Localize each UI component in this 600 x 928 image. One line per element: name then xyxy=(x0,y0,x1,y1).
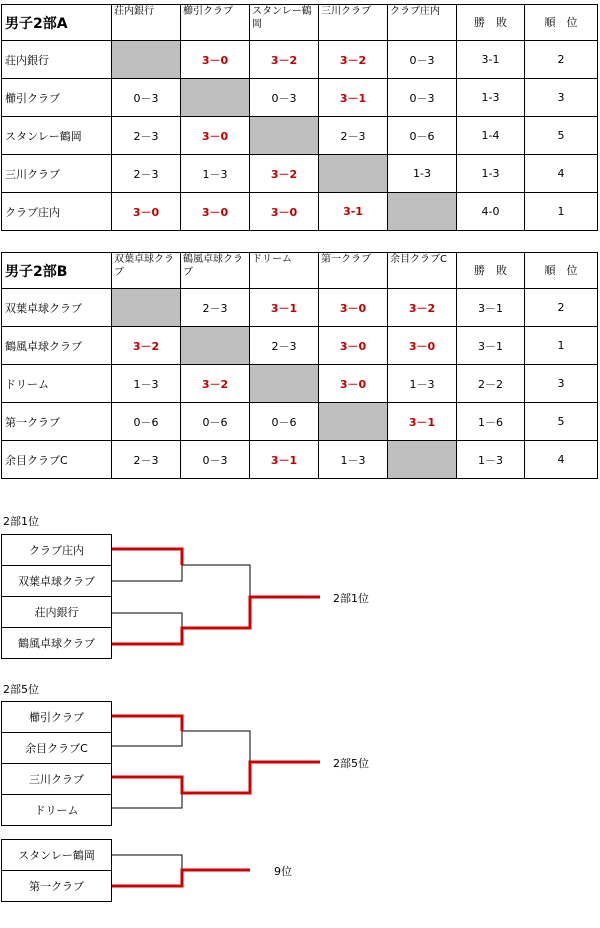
score-cell: 3－1 xyxy=(388,403,457,441)
score-cell: 2－3 xyxy=(319,117,388,155)
score-cell: 0－3 xyxy=(250,79,319,117)
bracket-label: 2部1位 xyxy=(3,515,39,528)
col-header: 櫛引クラブ xyxy=(181,5,250,41)
col-header-record: 勝 敗 xyxy=(457,5,525,41)
bracket-win-line xyxy=(112,762,320,793)
team-name: 鶴風卓球クラブ xyxy=(2,327,112,365)
bracket-line xyxy=(112,565,182,581)
score-cell: 0－3 xyxy=(388,41,457,79)
score-cell: 1-3 xyxy=(388,155,457,193)
score-cell: 2－3 xyxy=(112,155,181,193)
score-cell: 0－3 xyxy=(112,79,181,117)
score-cell: 0－6 xyxy=(112,403,181,441)
bracket-team: 荘内銀行 xyxy=(1,596,112,628)
team-name: クラブ庄内 xyxy=(2,193,112,231)
score-cell: 1－3 xyxy=(112,365,181,403)
score-cell: 3－2 xyxy=(388,289,457,327)
record-cell: 1-4 xyxy=(457,117,525,155)
bracket-team: 鶴風卓球クラブ xyxy=(1,627,112,659)
bracket-team: 双葉卓球クラブ xyxy=(1,565,112,597)
col-header: クラブ庄内 xyxy=(388,5,457,41)
bracket-line xyxy=(112,613,182,628)
rank-cell: 1 xyxy=(525,193,598,231)
rank-cell: 4 xyxy=(525,441,598,479)
score-cell: 2－3 xyxy=(112,117,181,155)
bracket-win-line xyxy=(112,597,320,644)
score-cell: 3－0 xyxy=(319,289,388,327)
score-cell: 3－2 xyxy=(112,327,181,365)
bracket-team: 第一クラブ xyxy=(1,870,112,902)
record-cell: 3－1 xyxy=(457,327,525,365)
score-cell: 3－2 xyxy=(181,365,250,403)
bracket-label: 2部5位 xyxy=(3,683,39,696)
col-header: 双葉卓球クラブ xyxy=(112,253,181,289)
score-cell: 0－6 xyxy=(250,403,319,441)
score-cell: 3－0 xyxy=(319,365,388,403)
rank-cell: 3 xyxy=(525,365,598,403)
score-cell: 3－0 xyxy=(181,193,250,231)
score-cell: 1－3 xyxy=(319,441,388,479)
bracket-team: スタンレー鶴岡 xyxy=(1,839,112,871)
col-header: 第一クラブ xyxy=(319,253,388,289)
score-cell: 3－2 xyxy=(250,155,319,193)
score-cell: 0－6 xyxy=(388,117,457,155)
bracket-line xyxy=(112,855,182,870)
rank-cell: 5 xyxy=(525,403,598,441)
col-header: 三川クラブ xyxy=(319,5,388,41)
bracket-result: 9位 xyxy=(274,865,292,878)
bracket-line xyxy=(112,793,182,808)
team-name: 第一クラブ xyxy=(2,403,112,441)
team-name: 櫛引クラブ xyxy=(2,79,112,117)
bracket-win-line xyxy=(112,870,250,886)
bracket-win-line xyxy=(112,716,182,731)
col-header: 荘内銀行 xyxy=(112,5,181,41)
rank-cell: 1 xyxy=(525,327,598,365)
rank-cell: 2 xyxy=(525,41,598,79)
record-cell: 3-1 xyxy=(457,41,525,79)
score-cell: 0－6 xyxy=(181,403,250,441)
rank-cell: 3 xyxy=(525,79,598,117)
col-header: 余目クラブC xyxy=(388,253,457,289)
score-cell: 3－0 xyxy=(319,327,388,365)
record-cell: 1－6 xyxy=(457,403,525,441)
score-cell: 0－3 xyxy=(388,79,457,117)
score-cell: 2－3 xyxy=(250,327,319,365)
bracket-result: 2部5位 xyxy=(333,757,369,770)
bracket-win-line xyxy=(112,549,182,565)
team-name: 双葉卓球クラブ xyxy=(2,289,112,327)
bracket-team: クラブ庄内 xyxy=(1,534,112,566)
col-header: ドリーム xyxy=(250,253,319,289)
score-cell: 3－0 xyxy=(388,327,457,365)
score-cell: 3－1 xyxy=(319,79,388,117)
bracket-team: 三川クラブ xyxy=(1,763,112,795)
bracket-team: ドリーム xyxy=(1,794,112,826)
score-cell: 3－2 xyxy=(319,41,388,79)
score-cell: 3－1 xyxy=(250,441,319,479)
rank-cell: 4 xyxy=(525,155,598,193)
division-title: 男子2部B xyxy=(2,253,112,289)
col-header-rank: 順 位 xyxy=(525,253,598,289)
bracket-team: 余目クラブC xyxy=(1,732,112,764)
score-cell: 2－3 xyxy=(112,441,181,479)
score-cell: 1－3 xyxy=(181,155,250,193)
col-header-record: 勝 敗 xyxy=(457,253,525,289)
score-cell: 3－0 xyxy=(181,41,250,79)
team-name: 余目クラブC xyxy=(2,441,112,479)
record-cell: 4-0 xyxy=(457,193,525,231)
team-name: 荘内銀行 xyxy=(2,41,112,79)
score-cell: 3－2 xyxy=(250,41,319,79)
record-cell: 3－1 xyxy=(457,289,525,327)
team-name: 三川クラブ xyxy=(2,155,112,193)
score-cell: 2－3 xyxy=(181,289,250,327)
record-cell: 1-3 xyxy=(457,79,525,117)
team-name: ドリーム xyxy=(2,365,112,403)
score-cell: 3－0 xyxy=(181,117,250,155)
score-cell: 0－3 xyxy=(181,441,250,479)
rank-cell: 2 xyxy=(525,289,598,327)
score-cell: 3－0 xyxy=(250,193,319,231)
division-title: 男子2部A xyxy=(2,5,112,41)
score-cell: 1－3 xyxy=(388,365,457,403)
bracket-result: 2部1位 xyxy=(333,592,369,605)
bracket-team: 櫛引クラブ xyxy=(1,701,112,733)
col-header: スタンレー鶴岡 xyxy=(250,5,319,41)
col-header-rank: 順 位 xyxy=(525,5,598,41)
score-cell: 3-1 xyxy=(319,193,388,231)
col-header: 鶴風卓球クラブ xyxy=(181,253,250,289)
bracket-line xyxy=(182,565,250,597)
score-cell: 3－1 xyxy=(250,289,319,327)
record-cell: 1－3 xyxy=(457,441,525,479)
score-cell: 3－0 xyxy=(112,193,181,231)
record-cell: 2－2 xyxy=(457,365,525,403)
bracket-line xyxy=(112,731,182,746)
team-name: スタンレー鶴岡 xyxy=(2,117,112,155)
rank-cell: 5 xyxy=(525,117,598,155)
bracket-line xyxy=(182,731,250,762)
record-cell: 1-3 xyxy=(457,155,525,193)
